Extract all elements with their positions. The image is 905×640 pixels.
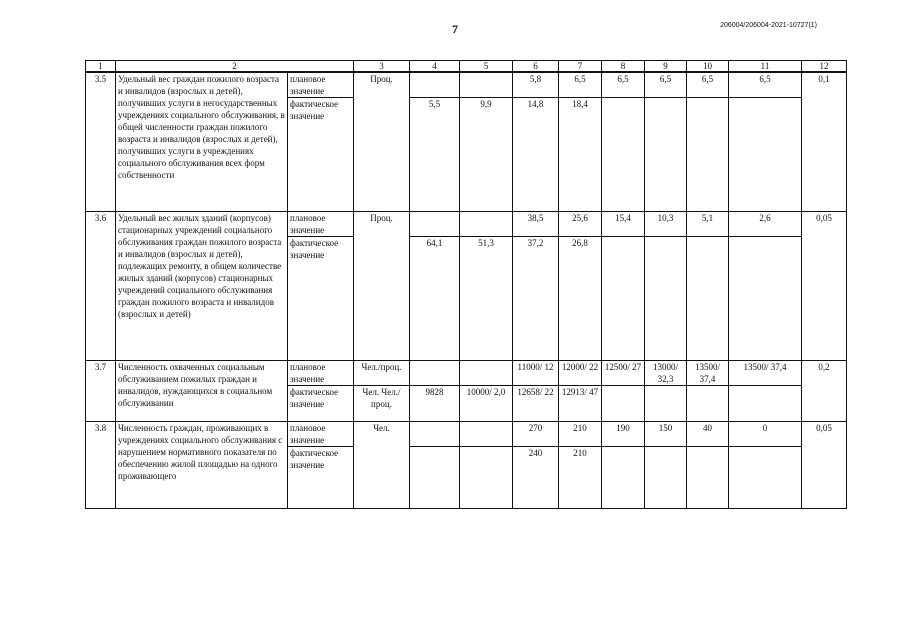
fact-value-cell (602, 98, 645, 212)
plan-value-cell: 12500/ 27 (602, 361, 645, 386)
weight-cell: 0,05 (802, 422, 847, 509)
plan-value-cell: 38,5 (513, 212, 559, 237)
unit-fact: Чел. Чел./проц. (354, 386, 410, 422)
unit-plan: Чел. (354, 422, 410, 509)
indicator-name: Удельный вес жилых зданий (корпусов) стационарных учреждений социального обслуживания граждан пожилого возраста и инвалидов (взрослых и детей), подлежащих ремонту, в общем количестве жилых зданий (корпусов) стационарных учреждений социального обслуживания граждан пожилого возраста и инвалидов (взрослых и детей) (116, 212, 288, 361)
table-row-plan (86, 361, 847, 386)
plan-value-cell: 6,5 (729, 72, 802, 98)
plan-value-cell: 13000/ 32,3 (645, 361, 687, 386)
fact-value-cell (687, 237, 729, 361)
plan-value-cell: 13500/ 37,4 (687, 361, 729, 386)
plan-value-cell: 210 (559, 422, 602, 447)
fact-value-cell (602, 386, 645, 422)
plan-value-cell (410, 422, 460, 447)
page-number: 7 (452, 22, 458, 36)
plan-value-cell: 5,1 (687, 212, 729, 237)
header-cell: 9 (645, 61, 687, 73)
unit-plan: Чел./проц. (354, 361, 410, 386)
header-cell: 5 (460, 61, 513, 73)
header-cell: 8 (602, 61, 645, 73)
table-row-plan (86, 212, 847, 237)
plan-value-cell (410, 212, 460, 237)
plan-label: плановое значение (288, 361, 354, 386)
header-row (86, 61, 847, 73)
fact-value-cell: 210 (559, 447, 602, 509)
header-cell: 11 (729, 61, 802, 73)
fact-value-cell (729, 386, 802, 422)
plan-value-cell: 190 (602, 422, 645, 447)
plan-value-cell (460, 72, 513, 98)
fact-value-cell: 12658/ 22 (513, 386, 559, 422)
fact-value-cell: 240 (513, 447, 559, 509)
indicator-id: 3.8 (86, 422, 116, 509)
plan-value-cell (410, 361, 460, 386)
header-cell: 2 (116, 61, 354, 73)
header-cell: 12 (802, 61, 847, 73)
weight-cell: 0,2 (802, 361, 847, 422)
plan-value-cell (460, 361, 513, 386)
fact-label: фактическое значение (288, 447, 354, 509)
indicator-name: Численность граждан, проживающих в учреждениях социального обслуживания с нарушением нормативного показателя по обеспечению жилой площадью на одного проживающего (116, 422, 288, 509)
fact-value-cell (687, 98, 729, 212)
fact-value-cell: 14,8 (513, 98, 559, 212)
fact-value-cell (602, 447, 645, 509)
fact-value-cell: 12913/ 47 (559, 386, 602, 422)
header-cell: 7 (559, 61, 602, 73)
table-row-plan (86, 422, 847, 447)
plan-value-cell: 25,6 (559, 212, 602, 237)
fact-value-cell: 9828 (410, 386, 460, 422)
fact-value-cell (410, 447, 460, 509)
plan-label: плановое значение (288, 72, 354, 98)
fact-value-cell (645, 447, 687, 509)
header-cell: 4 (410, 61, 460, 73)
indicator-id: 3.5 (86, 72, 116, 212)
plan-value-cell (460, 422, 513, 447)
header-cell: 1 (86, 61, 116, 73)
indicator-name: Удельный вес граждан пожилого возраста и инвалидов (взрослых и детей), получивших услуги в негосударственных учреждениях социального обслуживания, в общей численности граждан пожилого возраста и инвалидов (взрослых и детей), получивших услуги в учреждениях социального обслуживания всех форм собственности (116, 72, 288, 212)
fact-label: фактическое значение (288, 386, 354, 422)
fact-value-cell (645, 386, 687, 422)
fact-value-cell (602, 237, 645, 361)
fact-value-cell (729, 447, 802, 509)
unit-plan: Проц. (354, 72, 410, 212)
plan-value-cell: 6,5 (645, 72, 687, 98)
plan-label: плановое значение (288, 422, 354, 447)
plan-value-cell: 270 (513, 422, 559, 447)
weight-cell: 0,1 (802, 72, 847, 212)
unit-plan: Проц. (354, 212, 410, 361)
fact-value-cell (645, 237, 687, 361)
indicator-id: 3.7 (86, 361, 116, 422)
fact-value-cell: 64,1 (410, 237, 460, 361)
plan-value-cell: 2,6 (729, 212, 802, 237)
fact-value-cell: 51,3 (460, 237, 513, 361)
fact-value-cell (687, 447, 729, 509)
fact-value-cell: 26,8 (559, 237, 602, 361)
plan-value-cell: 11000/ 12 (513, 361, 559, 386)
plan-value-cell: 6,5 (687, 72, 729, 98)
indicator-name: Численность охваченных социальным обслуживанием пожилых граждан и инвалидов, нуждающихся в социальном обслуживании (116, 361, 288, 422)
fact-value-cell: 37,2 (513, 237, 559, 361)
fact-value-cell: 18,4 (559, 98, 602, 212)
weight-cell: 0,05 (802, 212, 847, 361)
plan-value-cell (410, 72, 460, 98)
header-cell: 3 (354, 61, 410, 73)
plan-value-cell: 0 (729, 422, 802, 447)
indicators-table (85, 60, 847, 509)
fact-label: фактическое значение (288, 237, 354, 361)
fact-value-cell: 9,9 (460, 98, 513, 212)
document-id: 206004/206004-2021-10727(1) (720, 22, 817, 29)
plan-value-cell: 13500/ 37,4 (729, 361, 802, 386)
fact-value-cell (729, 98, 802, 212)
plan-value-cell: 6,5 (559, 72, 602, 98)
fact-value-cell (729, 237, 802, 361)
plan-value-cell: 10,3 (645, 212, 687, 237)
indicator-id: 3.6 (86, 212, 116, 361)
plan-value-cell: 40 (687, 422, 729, 447)
fact-label: фактическое значение (288, 98, 354, 212)
fact-value-cell: 10000/ 2,0 (460, 386, 513, 422)
plan-label: плановое значение (288, 212, 354, 237)
plan-value-cell: 6,5 (602, 72, 645, 98)
fact-value-cell (460, 447, 513, 509)
plan-value-cell: 15,4 (602, 212, 645, 237)
plan-value-cell: 5,8 (513, 72, 559, 98)
plan-value-cell: 150 (645, 422, 687, 447)
table-row-plan (86, 72, 847, 98)
header-cell: 6 (513, 61, 559, 73)
plan-value-cell (460, 212, 513, 237)
header-cell: 10 (687, 61, 729, 73)
plan-value-cell: 12000/ 22 (559, 361, 602, 386)
fact-value-cell (645, 98, 687, 212)
fact-value-cell (687, 386, 729, 422)
fact-value-cell: 5,5 (410, 98, 460, 212)
